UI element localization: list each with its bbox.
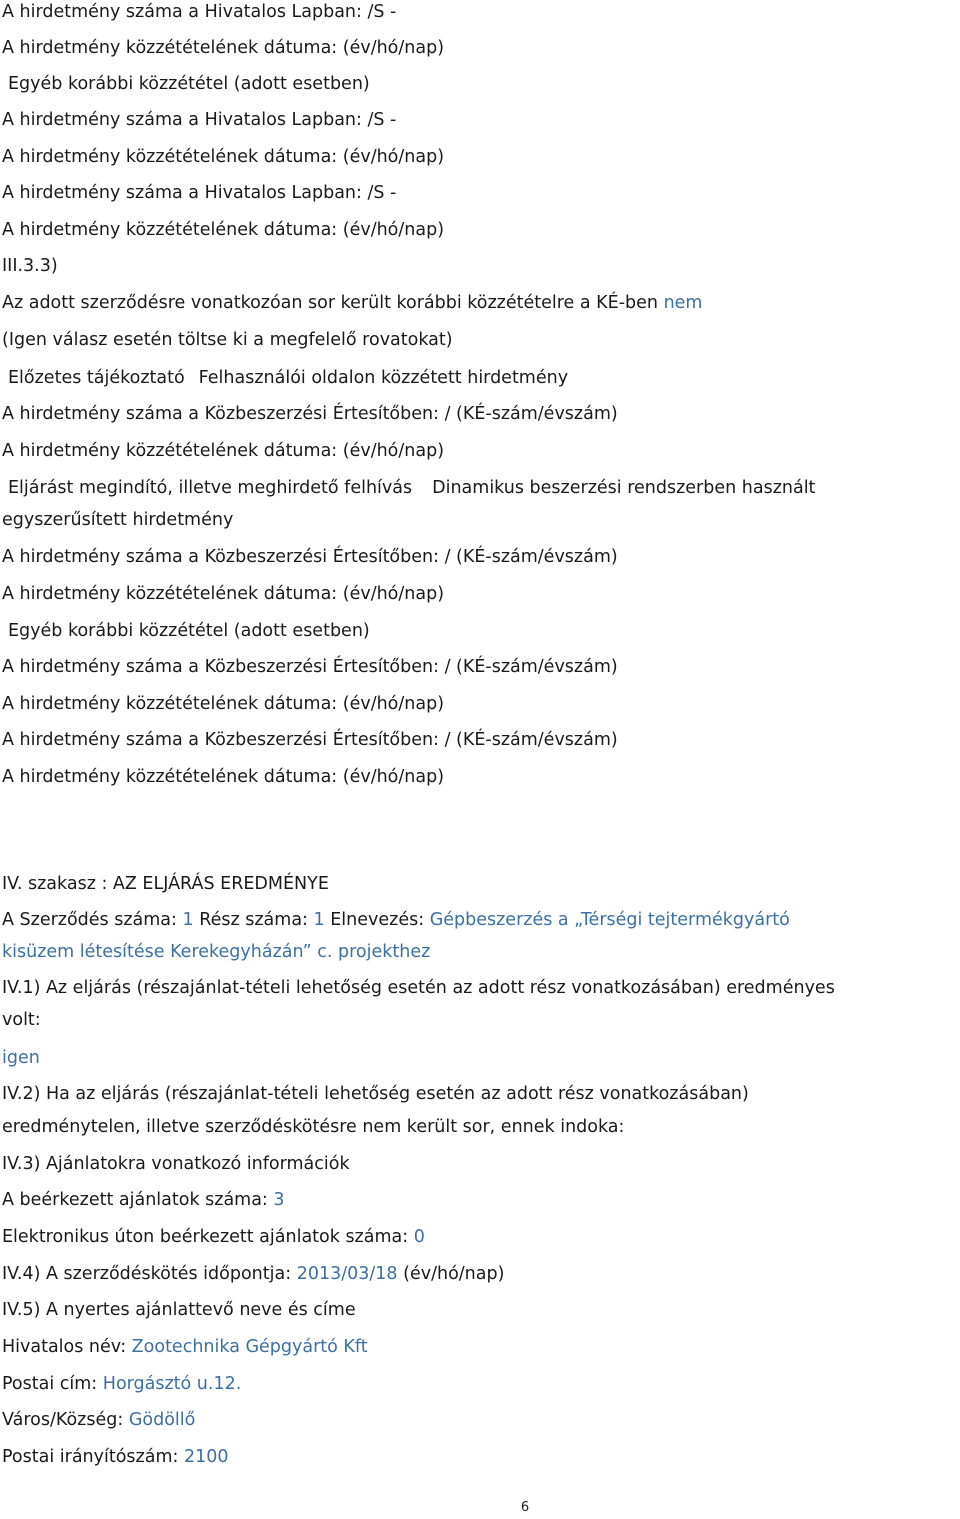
part-label: Rész száma: — [199, 910, 308, 930]
pub-date-6: A hirdetmény közzétételének dátuma: (év/hó/nap) — [2, 694, 445, 714]
pub-date-1: A hirdetmény közzétételének dátuma: (év/hó/nap) — [2, 38, 445, 58]
q3-heading: IV.3) Ajánlatokra vonatkozó információk — [2, 1154, 350, 1174]
pub-date-7: A hirdetmény közzétételének dátuma: (év/hó/nap) — [2, 767, 445, 787]
part-value: 1 — [313, 910, 325, 930]
ebids-label: Elektronikus úton beérkezett ajánlatok száma: — [2, 1227, 409, 1247]
name-value-cont: kisüzem létesítése Kerekegyházán” c. projekthez — [2, 942, 431, 962]
name-value: Gépbeszerzés a „Térségi tejtermékgyártó — [429, 910, 790, 930]
q4-value: 2013/03/18 — [296, 1264, 398, 1284]
prior-question-label: Az adott szerződésre vonatkozóan sor került korábbi közzétételre a KÉ-ben — [2, 293, 658, 313]
q1-line-2: volt: — [2, 1010, 41, 1030]
name-label: Elnevezés: — [330, 910, 425, 930]
q4-unit: (év/hó/nap) — [403, 1264, 505, 1284]
bids-label: A beérkezett ajánlatok száma: — [2, 1190, 268, 1210]
zip-row — [2, 1445, 229, 1469]
postal-label: Postai cím: — [2, 1374, 98, 1394]
prior-info-label: Előzetes tájékoztató — [8, 368, 185, 388]
buyer-profile-label: Felhasználói oldalon közzétett hirdetmény — [198, 368, 569, 388]
postal-row — [2, 1372, 241, 1396]
q2-line-1: IV.2) Ha az eljárás (részajánlat-tételi lehetőség esetén az adott rész vonatkozásában) — [2, 1084, 749, 1104]
city-value: Gödöllő — [128, 1410, 196, 1430]
pub-number-hl-1: A hirdetmény száma a Hivatalos Lapban: /S - — [2, 2, 397, 22]
city-row — [2, 1408, 195, 1432]
pub-date-5: A hirdetmény közzétételének dátuma: (év/hó/nap) — [2, 584, 445, 604]
contract-label: A Szerződés száma: — [2, 910, 177, 930]
pub-date-4: A hirdetmény közzétételének dátuma: (év/hó/nap) — [2, 441, 445, 461]
other-prior-2: Egyéb korábbi közzététel (adott esetben) — [8, 621, 370, 641]
section-heading-iii-3-3: III.3.3) — [2, 256, 58, 276]
page-number: 6 — [520, 1500, 530, 1515]
pub-number-hl-2: A hirdetmény száma a Hivatalos Lapban: /S - — [2, 110, 397, 130]
q2-line-2: eredménytelen, illetve szerződéskötésre nem került sor, ennek indoka: — [2, 1117, 625, 1137]
pub-number-hl-3: A hirdetmény száma a Hivatalos Lapban: /S - — [2, 183, 397, 203]
q4-row — [2, 1262, 504, 1286]
pub-date-3: A hirdetmény közzétételének dátuma: (év/hó/nap) — [2, 220, 445, 240]
contract-row — [2, 908, 790, 932]
ebids-value: 0 — [413, 1227, 425, 1247]
fill-note: (Igen válasz esetén töltse ki a megfelelő rovatokat) — [2, 330, 453, 350]
bids-value: 3 — [273, 1190, 285, 1210]
call-row — [2, 476, 815, 500]
q4-label: IV.4) A szerződéskötés időpontja: — [2, 1264, 292, 1284]
zip-value: 2100 — [183, 1447, 229, 1467]
dps-label-cont: egyszerűsített hirdetmény — [2, 510, 234, 530]
pub-number-ke-3: A hirdetmény száma a Közbeszerzési Értesítőben: / (KÉ-szám/évszám) — [2, 657, 618, 677]
postal-value: Horgásztó u.12. — [102, 1374, 242, 1394]
official-name-row — [2, 1335, 368, 1359]
bids-row — [2, 1188, 285, 1212]
prior-publication-question — [2, 291, 702, 315]
pub-number-ke-2: A hirdetmény száma a Közbeszerzési Értesítőben: / (KÉ-szám/évszám) — [2, 547, 618, 567]
q1-answer: igen — [2, 1048, 40, 1068]
prior-answer: nem — [663, 293, 703, 313]
call-label: Eljárást megindító, illetve meghirdető felhívás — [8, 478, 413, 498]
contract-value: 1 — [182, 910, 194, 930]
pub-number-ke-4: A hirdetmény száma a Közbeszerzési Értesítőben: / (KÉ-szám/évszám) — [2, 730, 618, 750]
other-prior-1: Egyéb korábbi közzététel (adott esetben) — [8, 74, 370, 94]
prior-info-row — [2, 366, 568, 390]
dps-label: Dinamikus beszerzési rendszerben használt — [432, 478, 816, 498]
pub-date-2: A hirdetmény közzétételének dátuma: (év/hó/nap) — [2, 147, 445, 167]
q1-line-1: IV.1) Az eljárás (részajánlat-tételi lehetőség esetén az adott rész vonatkozásában) eredményes — [2, 978, 835, 998]
city-label: Város/Község: — [2, 1410, 124, 1430]
official-label: Hivatalos név: — [2, 1337, 127, 1357]
q5-heading: IV.5) A nyertes ajánlattevő neve és címe — [2, 1300, 356, 1320]
official-value: Zootechnika Gépgyártó Kft — [131, 1337, 368, 1357]
zip-label: Postai irányítószám: — [2, 1447, 179, 1467]
section-heading-iv: IV. szakasz : AZ ELJÁRÁS EREDMÉNYE — [2, 874, 329, 894]
pub-number-ke-1: A hirdetmény száma a Közbeszerzési Értesítőben: / (KÉ-szám/évszám) — [2, 404, 618, 424]
ebids-row — [2, 1225, 425, 1249]
